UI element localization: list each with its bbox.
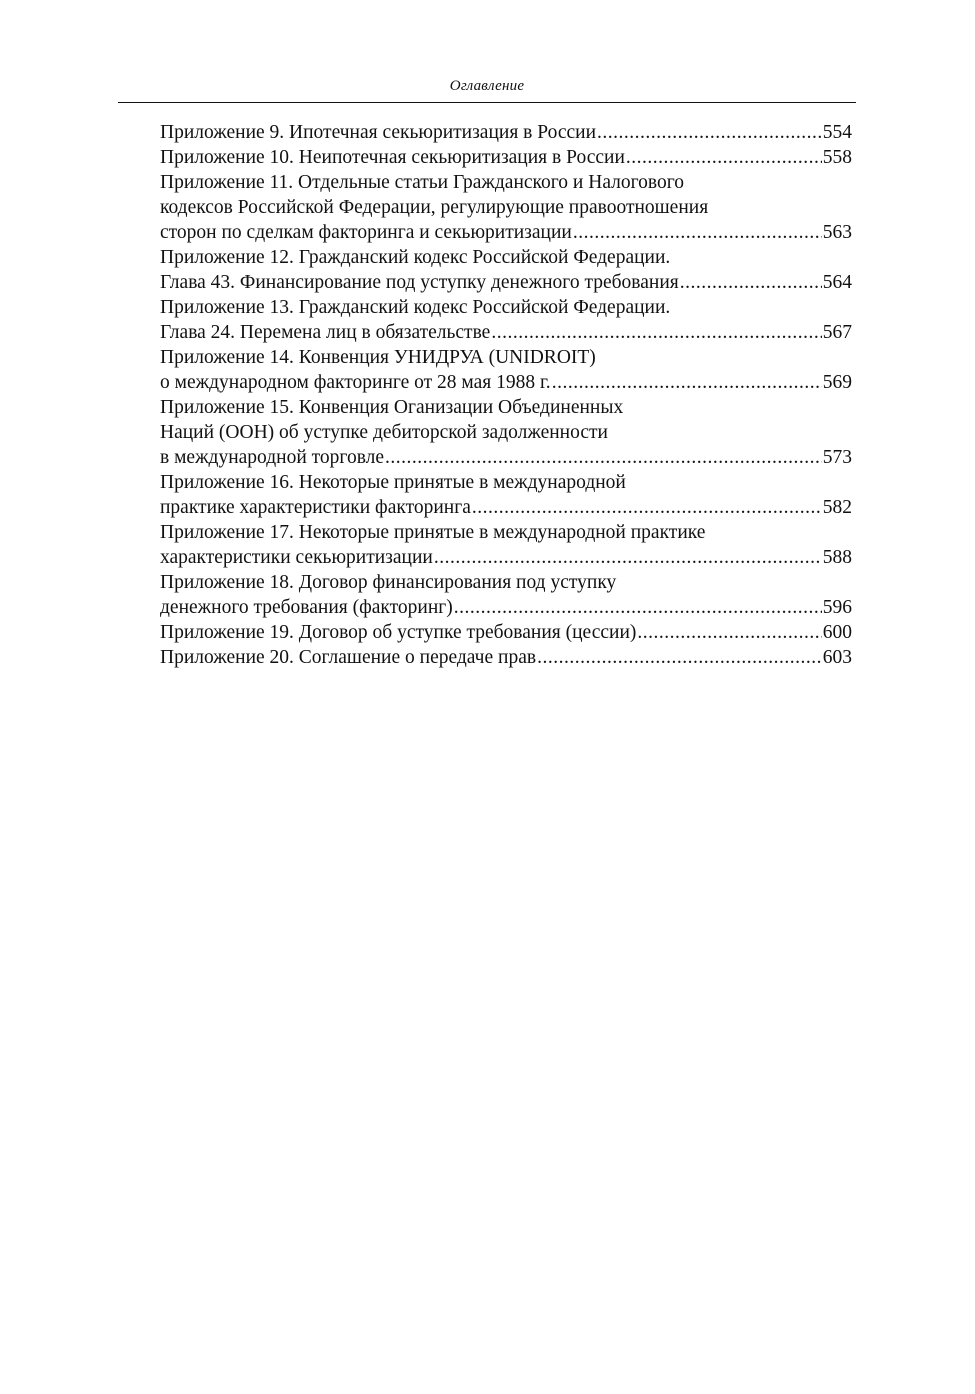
toc-page-number: 573	[822, 447, 852, 468]
dot-leader	[454, 595, 822, 620]
toc-entry-title: о международном факторинге от 28 мая 1988 г.	[160, 372, 551, 393]
toc-entry	[160, 295, 852, 345]
dot-leader	[472, 495, 822, 520]
toc-entry-line: Приложение 11. Отдельные статьи Гражданского и Налогового	[160, 172, 684, 193]
toc-entry-title: денежного требования (факторинг)	[160, 597, 453, 618]
toc-entry-final-line	[160, 220, 852, 245]
toc-entry	[160, 645, 852, 670]
toc-entry-title: практике характеристики факторинга	[160, 497, 471, 518]
toc-entry	[160, 145, 852, 170]
toc-entry-final-line	[160, 320, 852, 345]
dot-leader	[626, 145, 822, 170]
toc-entry-final-line	[160, 620, 852, 645]
toc-entry	[160, 120, 852, 145]
dot-leader	[385, 445, 822, 470]
toc-entry-title: в международной торговле	[160, 447, 385, 468]
toc-entry	[160, 345, 852, 395]
toc-entry-final-line	[160, 270, 852, 295]
toc-entry-line: Приложение 14. Конвенция УНИДРУА (UNIDROIT)	[160, 347, 596, 368]
toc-page-number: 569	[822, 372, 852, 393]
toc-entry-line: Приложение 12. Гражданский кодекс Российской Федерации.	[160, 247, 671, 268]
toc-entry-title: Приложение 10. Неипотечная секьюритизация в России	[160, 147, 625, 168]
toc-entry-final-line	[160, 370, 852, 395]
toc-entry-final-line	[160, 545, 852, 570]
toc-entry	[160, 520, 852, 570]
toc-entry-line: Приложение 17. Некоторые принятые в международной практике	[160, 522, 706, 543]
dot-leader	[573, 220, 822, 245]
toc-page-number: 558	[822, 147, 852, 168]
running-head: Оглавление	[449, 78, 525, 94]
toc-entry-title: Глава 43. Финансирование под уступку денежного требования	[160, 272, 679, 293]
toc-page-number: 567	[822, 322, 852, 343]
toc-page-number: 554	[822, 122, 852, 143]
toc-entry-line: Приложение 13. Гражданский кодекс Российской Федерации.	[160, 297, 671, 318]
toc-page-number: 564	[822, 272, 852, 293]
toc-entry-title: Приложение 9. Ипотечная секьюритизация в России	[160, 122, 597, 143]
toc-entry	[160, 570, 852, 620]
toc-entry-line: Приложение 18. Договор финансирования под уступку	[160, 572, 617, 593]
toc-page-number: 582	[822, 497, 852, 518]
toc-page-number: 603	[822, 647, 852, 668]
toc-entry-final-line	[160, 495, 852, 520]
dot-leader	[552, 370, 822, 395]
toc-entry-final-line	[160, 645, 852, 670]
toc-entry	[160, 395, 852, 470]
dot-leader	[637, 620, 821, 645]
toc-entry-line: Приложение 16. Некоторые принятые в международной	[160, 472, 626, 493]
toc-entry	[160, 245, 852, 295]
toc-entry-final-line	[160, 595, 852, 620]
toc-entry-title: Глава 24. Перемена лиц в обязательстве	[160, 322, 491, 343]
toc-page-number: 596	[822, 597, 852, 618]
dot-leader	[537, 645, 822, 670]
dot-leader	[491, 320, 821, 345]
table-of-contents	[160, 120, 852, 670]
dot-leader	[680, 270, 822, 295]
dot-leader	[597, 120, 822, 145]
toc-entry-title: Приложение 20. Соглашение о передаче прав	[160, 647, 537, 668]
toc-entry-line: Наций (ООН) об уступке дебиторской задолженности	[160, 422, 608, 443]
toc-page-number: 600	[822, 622, 852, 643]
toc-entry-title: Приложение 19. Договор об уступке требования (цессии)	[160, 622, 637, 643]
dot-leader	[434, 545, 822, 570]
header-rule	[118, 102, 856, 103]
toc-entry	[160, 470, 852, 520]
toc-entry	[160, 170, 852, 245]
toc-entry-final-line	[160, 145, 852, 170]
toc-entry	[160, 620, 852, 645]
toc-entry-title: сторон по сделкам факторинга и секьюритизации	[160, 222, 572, 243]
toc-entry-title: характеристики секьюритизации	[160, 547, 433, 568]
toc-entry-line: Приложение 15. Конвенция Оганизации Объединенных	[160, 397, 624, 418]
toc-page-number: 588	[822, 547, 852, 568]
toc-page-number: 563	[822, 222, 852, 243]
toc-entry-final-line	[160, 445, 852, 470]
toc-entry-line: кодексов Российской Федерации, регулирующие правоотношения	[160, 197, 709, 218]
toc-entry-final-line	[160, 120, 852, 145]
